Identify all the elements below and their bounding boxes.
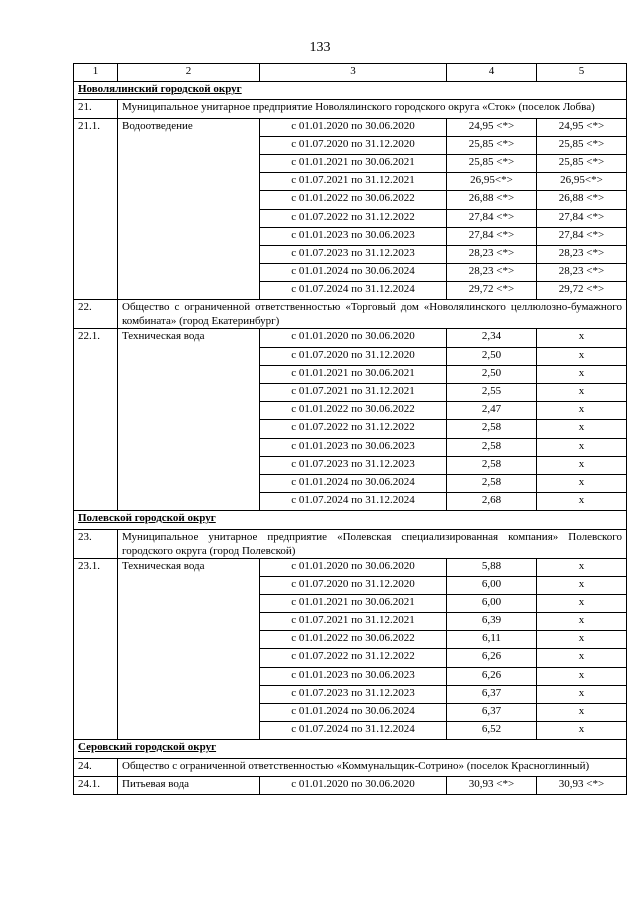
tariff-row [74, 776, 627, 794]
tariff-value-col4: 30,93 <*> [447, 776, 537, 794]
tariff-value-col4: 6,26 [447, 649, 537, 667]
tariff-period: с 01.01.2020 по 30.06.2020 [260, 558, 447, 576]
tariff-value-col5: 30,93 <*> [537, 776, 627, 794]
tariff-period: с 01.01.2021 по 30.06.2021 [260, 154, 447, 172]
service-name: Техническая вода [118, 329, 260, 511]
column-number-1: 1 [74, 64, 118, 82]
service-name: Питьевая вода [118, 776, 260, 794]
tariff-value-col4: 6,37 [447, 685, 537, 703]
tariff-value-col4: 25,85 <*> [447, 154, 537, 172]
tariff-value-col4: 2,58 [447, 420, 537, 438]
tariff-value-col4: 27,84 <*> [447, 209, 537, 227]
tariff-period: с 01.07.2021 по 31.12.2021 [260, 384, 447, 402]
organization-row [74, 758, 627, 776]
tariff-value-col5: 25,85 <*> [537, 154, 627, 172]
organization-number: 21. [74, 100, 118, 118]
tariff-period: с 01.01.2024 по 30.06.2024 [260, 704, 447, 722]
tariff-value-col4: 29,72 <*> [447, 282, 537, 300]
tariff-value-col5: x [537, 631, 627, 649]
tariff-value-col4: 2,47 [447, 402, 537, 420]
tariff-value-col5: x [537, 613, 627, 631]
tariff-period: с 01.07.2021 по 31.12.2021 [260, 613, 447, 631]
tariff-value-col4: 5,88 [447, 558, 537, 576]
tariff-value-col4: 25,85 <*> [447, 136, 537, 154]
organization-row [74, 100, 627, 118]
tariff-value-col5: x [537, 384, 627, 402]
tariff-value-col4: 6,52 [447, 722, 537, 740]
page-number: 133 [309, 40, 331, 55]
tariff-value-col5: x [537, 347, 627, 365]
tariff-period: с 01.01.2023 по 30.06.2023 [260, 667, 447, 685]
service-name: Техническая вода [118, 558, 260, 740]
district-heading-row [74, 82, 627, 100]
tariff-period: с 01.01.2021 по 30.06.2021 [260, 594, 447, 612]
column-number-3: 3 [260, 64, 447, 82]
service-number: 24.1. [74, 776, 118, 794]
tariff-value-col4: 6,39 [447, 613, 537, 631]
tariff-value-col5: 26,95<*> [537, 173, 627, 191]
tariff-value-col5: 28,23 <*> [537, 245, 627, 263]
tariff-table [73, 63, 627, 795]
tariff-value-col5: x [537, 667, 627, 685]
tariff-value-col4: 6,37 [447, 704, 537, 722]
district-heading-row [74, 740, 627, 758]
tariff-period: с 01.07.2024 по 31.12.2024 [260, 493, 447, 511]
tariff-period: с 01.07.2020 по 31.12.2020 [260, 576, 447, 594]
tariff-value-col4: 2,55 [447, 384, 537, 402]
tariff-value-col4: 28,23 <*> [447, 245, 537, 263]
tariff-period: с 01.01.2022 по 30.06.2022 [260, 631, 447, 649]
organization-row [74, 300, 627, 329]
tariff-value-col4: 6,26 [447, 667, 537, 685]
tariff-value-col4: 24,95 <*> [447, 118, 537, 136]
tariff-value-col5: x [537, 438, 627, 456]
tariff-period: с 01.01.2024 по 30.06.2024 [260, 474, 447, 492]
tariff-period: с 01.01.2022 по 30.06.2022 [260, 402, 447, 420]
tariff-period: с 01.01.2020 по 30.06.2020 [260, 118, 447, 136]
tariff-period: с 01.07.2023 по 31.12.2023 [260, 245, 447, 263]
tariff-value-col4: 2,58 [447, 474, 537, 492]
tariff-period: с 01.01.2022 по 30.06.2022 [260, 191, 447, 209]
tariff-value-col5: x [537, 704, 627, 722]
district-heading: Полевской городской округ [74, 511, 627, 529]
service-number: 21.1. [74, 118, 118, 300]
tariff-value-col4: 2,50 [447, 365, 537, 383]
tariff-value-col5: 24,95 <*> [537, 118, 627, 136]
tariff-period: с 01.07.2022 по 31.12.2022 [260, 649, 447, 667]
tariff-value-col5: x [537, 722, 627, 740]
organization-number: 24. [74, 758, 118, 776]
organization-name: Муниципальное унитарное предприятие «Полевская специализированная компания» Полевского городского округа (город Полевской) [118, 529, 627, 558]
tariff-value-col4: 6,00 [447, 576, 537, 594]
district-heading: Новолялинский городской округ [74, 82, 627, 100]
tariff-value-col5: 25,85 <*> [537, 136, 627, 154]
tariff-value-col4: 2,50 [447, 347, 537, 365]
organization-number: 23. [74, 529, 118, 558]
tariff-period: с 01.07.2021 по 31.12.2021 [260, 173, 447, 191]
tariff-value-col5: x [537, 685, 627, 703]
tariff-value-col4: 27,84 <*> [447, 227, 537, 245]
organization-name: Муниципальное унитарное предприятие Новолялинского городского округа «Сток» (поселок Лобва) [118, 100, 627, 118]
tariff-value-col5: x [537, 493, 627, 511]
tariff-value-col5: 26,88 <*> [537, 191, 627, 209]
tariff-value-col5: x [537, 456, 627, 474]
column-number-4: 4 [447, 64, 537, 82]
tariff-value-col5: 28,23 <*> [537, 264, 627, 282]
tariff-value-col5: 29,72 <*> [537, 282, 627, 300]
tariff-value-col5: x [537, 594, 627, 612]
tariff-period: с 01.07.2022 по 31.12.2022 [260, 209, 447, 227]
organization-name: Общество с ограниченной ответственностью «Коммунальщик-Сотрино» (поселок Красноглинный) [118, 758, 627, 776]
tariff-value-col4: 2,58 [447, 456, 537, 474]
tariff-value-col4: 2,34 [447, 329, 537, 347]
tariff-period: с 01.07.2022 по 31.12.2022 [260, 420, 447, 438]
tariff-period: с 01.01.2020 по 30.06.2020 [260, 329, 447, 347]
tariff-value-col5: 27,84 <*> [537, 227, 627, 245]
tariff-value-col4: 6,00 [447, 594, 537, 612]
tariff-period: с 01.07.2020 по 31.12.2020 [260, 347, 447, 365]
organization-name: Общество с ограниченной ответственностью «Торговый дом «Новолялинского целлюлозно-бумажного комбината» (город Екатеринбург) [118, 300, 627, 329]
tariff-period: с 01.07.2024 по 31.12.2024 [260, 722, 447, 740]
organization-row [74, 529, 627, 558]
district-heading-row [74, 511, 627, 529]
tariff-value-col4: 2,68 [447, 493, 537, 511]
column-number-5: 5 [537, 64, 627, 82]
tariff-row [74, 118, 627, 136]
tariff-value-col5: x [537, 402, 627, 420]
tariff-row [74, 558, 627, 576]
tariff-row [74, 329, 627, 347]
tariff-value-col5: x [537, 329, 627, 347]
tariff-period: с 01.01.2023 по 30.06.2023 [260, 438, 447, 456]
tariff-period: с 01.07.2023 по 31.12.2023 [260, 685, 447, 703]
tariff-value-col4: 6,11 [447, 631, 537, 649]
service-number: 23.1. [74, 558, 118, 740]
tariff-value-col5: x [537, 420, 627, 438]
tariff-period: с 01.07.2023 по 31.12.2023 [260, 456, 447, 474]
tariff-period: с 01.07.2020 по 31.12.2020 [260, 136, 447, 154]
tariff-value-col4: 26,88 <*> [447, 191, 537, 209]
tariff-value-col5: x [537, 576, 627, 594]
tariff-period: с 01.01.2020 по 30.06.2020 [260, 776, 447, 794]
organization-number: 22. [74, 300, 118, 329]
service-number: 22.1. [74, 329, 118, 511]
tariff-value-col4: 28,23 <*> [447, 264, 537, 282]
tariff-period: с 01.01.2024 по 30.06.2024 [260, 264, 447, 282]
district-heading: Серовский городской округ [74, 740, 627, 758]
tariff-period: с 01.01.2021 по 30.06.2021 [260, 365, 447, 383]
tariff-value-col5: 27,84 <*> [537, 209, 627, 227]
tariff-value-col5: x [537, 558, 627, 576]
tariff-period: с 01.01.2023 по 30.06.2023 [260, 227, 447, 245]
column-number-2: 2 [118, 64, 260, 82]
tariff-value-col5: x [537, 474, 627, 492]
tariff-period: с 01.07.2024 по 31.12.2024 [260, 282, 447, 300]
tariff-value-col5: x [537, 649, 627, 667]
tariff-value-col5: x [537, 365, 627, 383]
service-name: Водоотведение [118, 118, 260, 300]
tariff-value-col4: 26,95<*> [447, 173, 537, 191]
tariff-value-col4: 2,58 [447, 438, 537, 456]
column-number-row [74, 64, 627, 82]
